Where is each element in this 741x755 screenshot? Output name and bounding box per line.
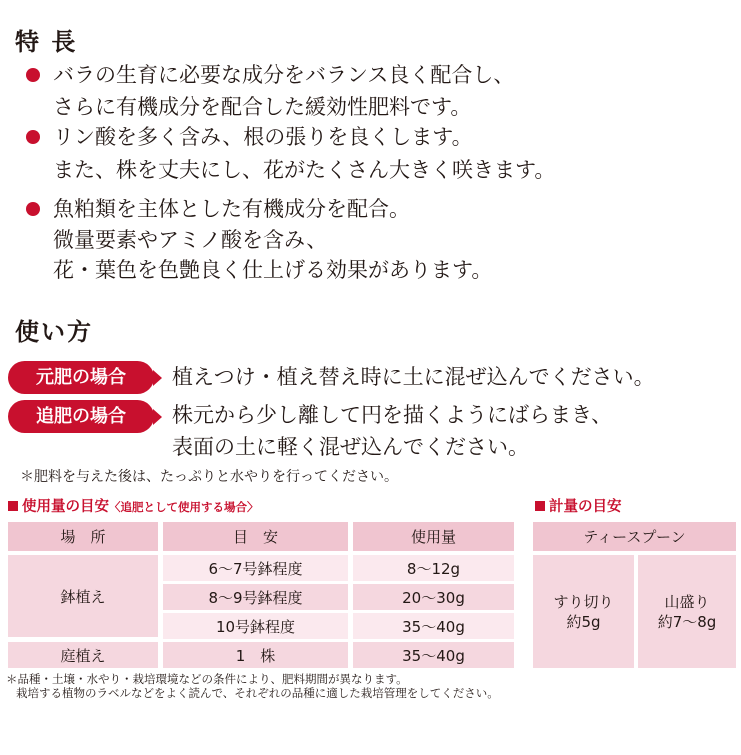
- usage-table-subtitle: 〈追肥として使用する場合〉: [109, 500, 259, 514]
- usage-label-top: 追肥の場合: [8, 400, 154, 433]
- measure-cell-level: すり切り 約5g: [533, 555, 634, 668]
- feature-3-line-3: 花・葉色を色艶良く仕上げる効果があります。: [53, 258, 493, 282]
- square-icon: [8, 501, 18, 511]
- feature-3-line-2: 微量要素やアミノ酸を含み、: [53, 228, 328, 252]
- bullet-icon: [26, 202, 40, 216]
- table-cell-amount: 20～30g: [353, 584, 514, 610]
- usage-top-line-2: 表面の土に軽く混ぜ込んでください。: [172, 435, 529, 459]
- table-cell-guide: 10号鉢程度: [163, 613, 348, 639]
- feature-2-line-1: リン酸を多く含み、根の張りを良くします。: [53, 125, 473, 149]
- table-cell-amount: 35～40g: [353, 642, 514, 668]
- bullet-icon: [26, 68, 40, 82]
- table-header-amount: 使用量: [353, 522, 514, 551]
- usage-base-text: 植えつけ・植え替え時に土に混ぜ込んでください。: [172, 365, 655, 389]
- usage-table-title: 使用量の目安〈追肥として使用する場合〉: [8, 498, 259, 516]
- feature-1-line-1: バラの生育に必要な成分をバランス良く配合し、: [53, 63, 515, 87]
- footnote-1: ＊品種・土壌・水やり・栽培環境などの条件により、肥料期間が異なります。: [6, 672, 408, 686]
- bullet-icon: [26, 130, 40, 144]
- feature-1-line-2: さらに有機成分を配合した緩効性肥料です。: [53, 95, 472, 119]
- table-header-place: 場 所: [8, 522, 158, 551]
- feature-2-line-2: また、株を丈夫にし、花がたくさん大きく咲きます。: [53, 158, 556, 182]
- feature-3-line-1: 魚粕類を主体とした有機成分を配合。: [53, 197, 410, 221]
- square-icon: [535, 501, 545, 511]
- usage-note: ＊肥料を与えた後は、たっぷりと水やりを行ってください。: [20, 469, 398, 485]
- measure-cell-heaped: 山盛り 約7～8g: [638, 555, 736, 668]
- usage-top-line-1: 株元から少し離して円を描くようにばらまき、: [172, 403, 613, 427]
- table-cell-guide: 8～9号鉢程度: [163, 584, 348, 610]
- usage-title: 使い方: [15, 318, 93, 346]
- table-cell-guide: 6～7号鉢程度: [163, 555, 348, 581]
- measure-header: ティースプーン: [533, 522, 736, 551]
- usage-label-base: 元肥の場合: [8, 361, 154, 394]
- footnote-2: 栽培する植物のラベルなどをよく読んで、それぞれの品種に適した栽培管理をしてください。: [16, 686, 499, 700]
- arrow-right-icon: [153, 409, 162, 425]
- table-cell-garden: 庭植え: [8, 642, 158, 668]
- table-cell-guide: 1 株: [163, 642, 348, 668]
- table-cell-potted: 鉢植え: [8, 555, 158, 637]
- arrow-right-icon: [153, 370, 162, 386]
- table-cell-amount: 8～12g: [353, 555, 514, 581]
- table-header-guide: 目 安: [163, 522, 348, 551]
- measure-table-title: 計量の目安: [535, 498, 622, 516]
- table-cell-amount: 35～40g: [353, 613, 514, 639]
- features-title: 特 長: [15, 28, 78, 56]
